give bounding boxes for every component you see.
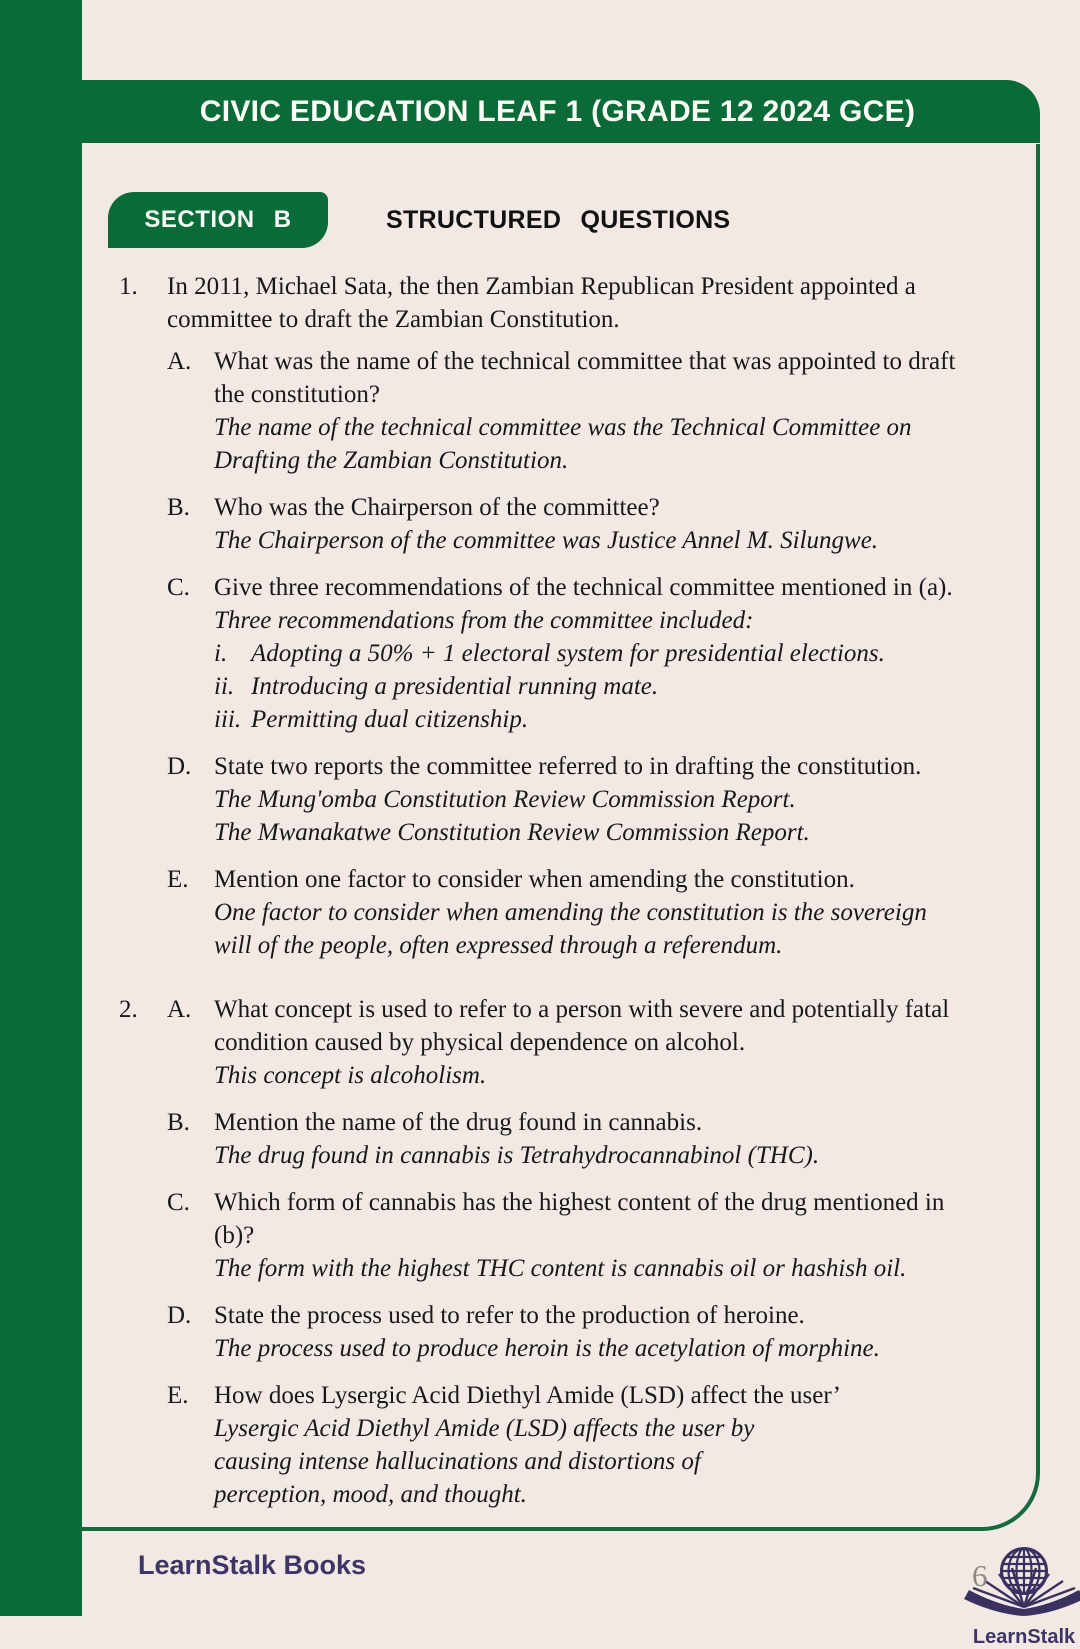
question-part — [119, 993, 960, 1092]
question-part — [119, 1299, 960, 1365]
section-row — [108, 192, 1036, 248]
part-answer: One factor to consider when amending the constitution is the sovereign will of the people, often expressed through a referendum. — [214, 899, 927, 959]
part-letter: E. — [167, 866, 189, 893]
question-stem: In 2011, Michael Sata, the then Zambian Republican President appointed a committee to draft the Zambian Constitution. — [167, 273, 916, 333]
part-question: What concept is used to refer to a person with severe and potentially fatal condition caused by physical dependence on alcohol. — [214, 996, 950, 1056]
part-content — [214, 1186, 960, 1285]
part-question: State two reports the committee referred to in drafting the constitution. — [214, 753, 922, 780]
part-content — [214, 345, 960, 477]
part-content — [214, 750, 960, 849]
question-part — [119, 571, 960, 736]
page-title: CIVIC EDUCATION LEAF 1 (GRADE 12 2024 GCE) — [199, 94, 916, 128]
question-stem-row — [119, 270, 960, 336]
part-answer: The process used to produce heroin is the acetylation of morphine. — [214, 1335, 880, 1362]
part-content — [214, 491, 960, 557]
logo-text: LearnStalk — [972, 1626, 1076, 1648]
part-answer: The drug found in cannabis is Tetrahydrocannabinol (THC). — [214, 1142, 820, 1169]
question-number: 1. — [119, 273, 138, 300]
part-question: State the process used to refer to the production of heroine. — [214, 1302, 805, 1329]
part-letter: C. — [167, 574, 190, 601]
question-part — [119, 345, 960, 477]
subitem-text: Adopting a 50% + 1 electoral system for presidential elections. — [251, 640, 885, 667]
section-title: STRUCTURED QUESTIONS — [386, 205, 731, 234]
subitem-roman: i. — [214, 640, 228, 667]
part-question: Mention the name of the drug found in cannabis. — [214, 1109, 703, 1136]
question-part — [119, 750, 960, 849]
part-content — [214, 1379, 960, 1511]
left-accent-bar — [0, 0, 82, 1616]
subitem-text: Introducing a presidential running mate. — [251, 673, 659, 700]
part-question: What was the name of the technical committee that was appointed to draft the constitution? — [214, 348, 956, 408]
part-letter: D. — [167, 753, 192, 780]
questions-list — [119, 270, 960, 1511]
page-number: 6 — [972, 1558, 988, 1593]
part-answer: The Mwanakatwe Constitution Review Commission Report. — [214, 819, 810, 846]
part-letter: B. — [167, 1109, 190, 1136]
part-content — [214, 1106, 960, 1172]
part-question: Which form of cannabis has the highest content of the drug mentioned in (b)? — [214, 1189, 945, 1249]
answer-subitem — [214, 670, 960, 703]
subitem-roman: iii. — [214, 706, 242, 733]
question-part — [119, 1186, 960, 1285]
header-bar — [75, 80, 1040, 143]
part-letter: D. — [167, 1302, 192, 1329]
question-part — [119, 491, 960, 557]
question-number: 2. — [119, 996, 138, 1023]
question-part — [119, 1379, 960, 1511]
part-letter: E. — [167, 1382, 189, 1409]
part-answer: The form with the highest THC content is cannabis oil or hashish oil. — [214, 1255, 907, 1282]
part-content — [214, 571, 960, 736]
part-letter: A. — [167, 348, 192, 375]
part-question: Mention one factor to consider when amending the constitution. — [214, 866, 855, 893]
footer-brand: LearnStalk Books — [138, 1550, 367, 1580]
part-content — [214, 993, 960, 1092]
answer-subitem — [214, 637, 960, 670]
part-answer: This concept is alcoholism. — [214, 1062, 487, 1089]
part-answer: The Chairperson of the committee was Justice Annel M. Silungwe. — [214, 527, 879, 554]
question-part — [119, 1106, 960, 1172]
part-letter: B. — [167, 494, 190, 521]
part-answer: Lysergic Acid Diethyl Amide (LSD) affects the user by causing intense hallucinations and distortions of perception, mood, and thought. — [214, 1415, 755, 1508]
part-letter: C. — [167, 1189, 190, 1216]
subitem-text: Permitting dual citizenship. — [251, 706, 529, 733]
question-part — [119, 863, 960, 962]
part-answer: Three recommendations from the committee included: — [214, 607, 754, 634]
part-content — [214, 863, 960, 962]
question-block — [119, 270, 960, 962]
part-content — [214, 1299, 960, 1365]
question-block — [119, 993, 960, 1511]
subitem-roman: ii. — [214, 673, 235, 700]
answer-subitem — [214, 703, 960, 736]
part-answer: The name of the technical committee was the Technical Committee on Drafting the Zambian Constitution. — [214, 414, 912, 474]
part-answer: The Mung'omba Constitution Review Commission Report. — [214, 786, 796, 813]
part-letter: A. — [167, 996, 192, 1023]
part-question: Give three recommendations of the technical committee mentioned in (a). — [214, 574, 953, 601]
part-question: Who was the Chairperson of the committee? — [214, 494, 660, 521]
part-question: How does Lysergic Acid Diethyl Amide (LSD) affect the user’ — [214, 1382, 841, 1409]
section-badge: SECTION B — [108, 192, 328, 248]
